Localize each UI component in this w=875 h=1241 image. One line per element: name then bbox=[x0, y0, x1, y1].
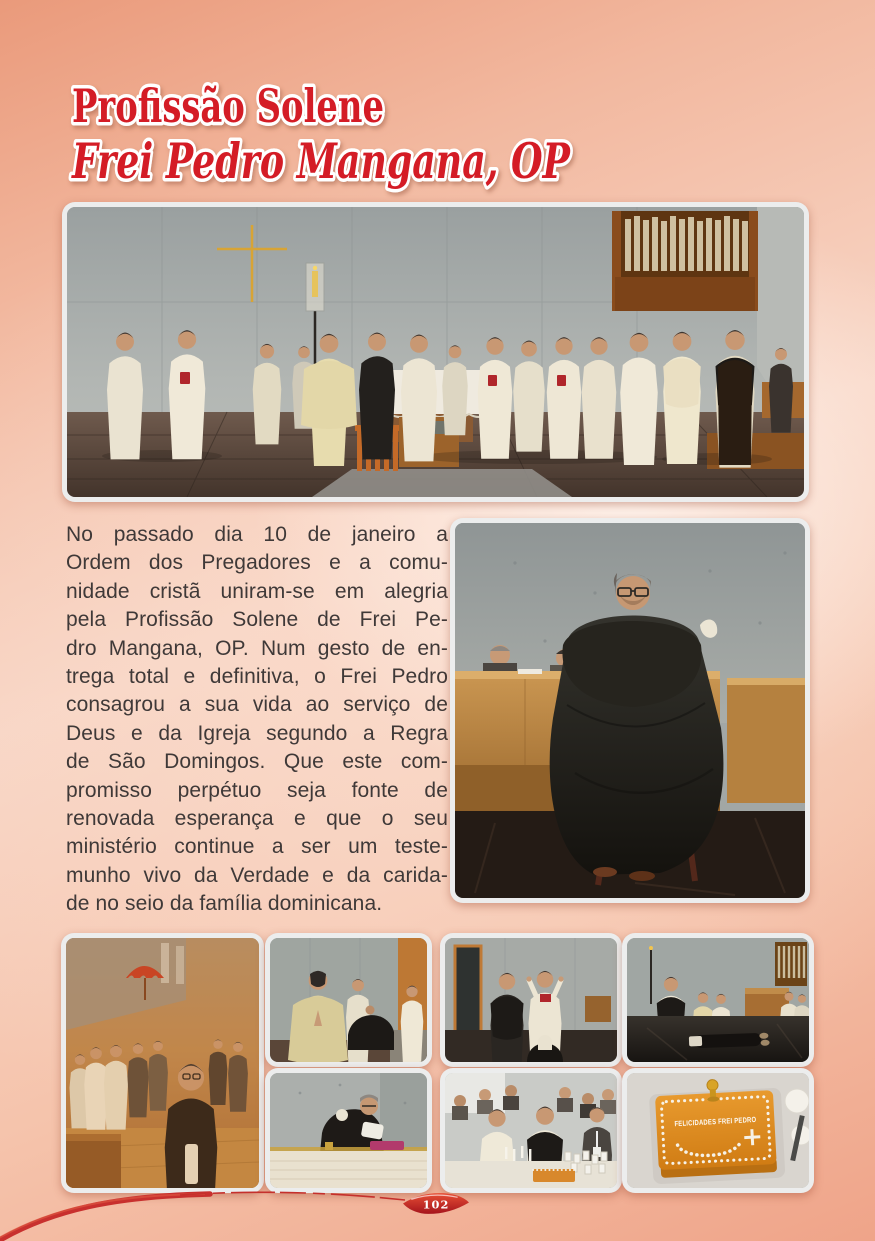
body-line: dro Mangana, OP. Num gesto de en- bbox=[66, 636, 448, 660]
body-paragraph bbox=[66, 521, 448, 918]
photo-cake-closeup bbox=[622, 1068, 814, 1193]
body-line: pela Profissão Solene de Frei Pe- bbox=[66, 608, 448, 632]
body-line: de São Domingos. Que este com- bbox=[66, 750, 448, 774]
prostration-illustration bbox=[627, 938, 809, 1062]
body-line: Deus e da Igreja segundo a Regra bbox=[66, 721, 448, 745]
body-line: munho vivo da Verdade e da carida- bbox=[66, 863, 448, 887]
photo-frei-pedro-seated bbox=[450, 518, 810, 903]
portrait-illustration bbox=[455, 523, 805, 898]
photo-signing bbox=[265, 1068, 432, 1193]
photo-praying bbox=[265, 933, 432, 1067]
cake-cutting-illustration bbox=[445, 1073, 617, 1188]
page-number-badge bbox=[402, 1190, 470, 1218]
ceremony-illustration bbox=[67, 207, 804, 497]
photo-procession bbox=[61, 933, 264, 1193]
body-line: trega total e definitiva, o Frei Pedro bbox=[66, 664, 448, 688]
altar-table bbox=[270, 1141, 427, 1188]
procession-illustration bbox=[66, 938, 259, 1188]
cake-illustration bbox=[627, 1073, 809, 1188]
body-line: ministério continue a ser um teste- bbox=[66, 835, 448, 859]
body-line: promisso perpétuo seja fonte de bbox=[66, 778, 448, 802]
title-line1: Profissão Solene bbox=[72, 79, 384, 133]
body-line: de no seio da família dominicana. bbox=[66, 892, 383, 916]
photo-prostration bbox=[622, 933, 814, 1067]
body-line: renovada esperança e que o seu bbox=[66, 806, 448, 830]
photo-blessing bbox=[440, 933, 622, 1067]
page-number: 102 bbox=[422, 1197, 450, 1212]
organ bbox=[612, 211, 758, 311]
floor-mat bbox=[312, 469, 572, 497]
signing-illustration bbox=[270, 1073, 427, 1188]
cake-text: FELICIDADES FREI PEDRO bbox=[674, 1113, 780, 1129]
photo-cake-cutting bbox=[440, 1068, 622, 1193]
organ-small bbox=[775, 942, 807, 986]
photo-main-ceremony bbox=[62, 202, 809, 502]
title-line2: Frei Pedro Mangana, OP bbox=[70, 132, 572, 190]
page-title bbox=[64, 74, 724, 200]
body-line: No passado dia 10 de janeiro a bbox=[66, 523, 448, 546]
praying-illustration bbox=[270, 938, 427, 1062]
body-line: Ordem dos Pregadores e a comu- bbox=[66, 551, 448, 575]
body-line: nidade cristã uniram-se em alegria bbox=[66, 579, 448, 603]
body-line: consagrou a sua vida ao serviço de bbox=[66, 693, 448, 717]
blessing-illustration bbox=[445, 938, 617, 1062]
